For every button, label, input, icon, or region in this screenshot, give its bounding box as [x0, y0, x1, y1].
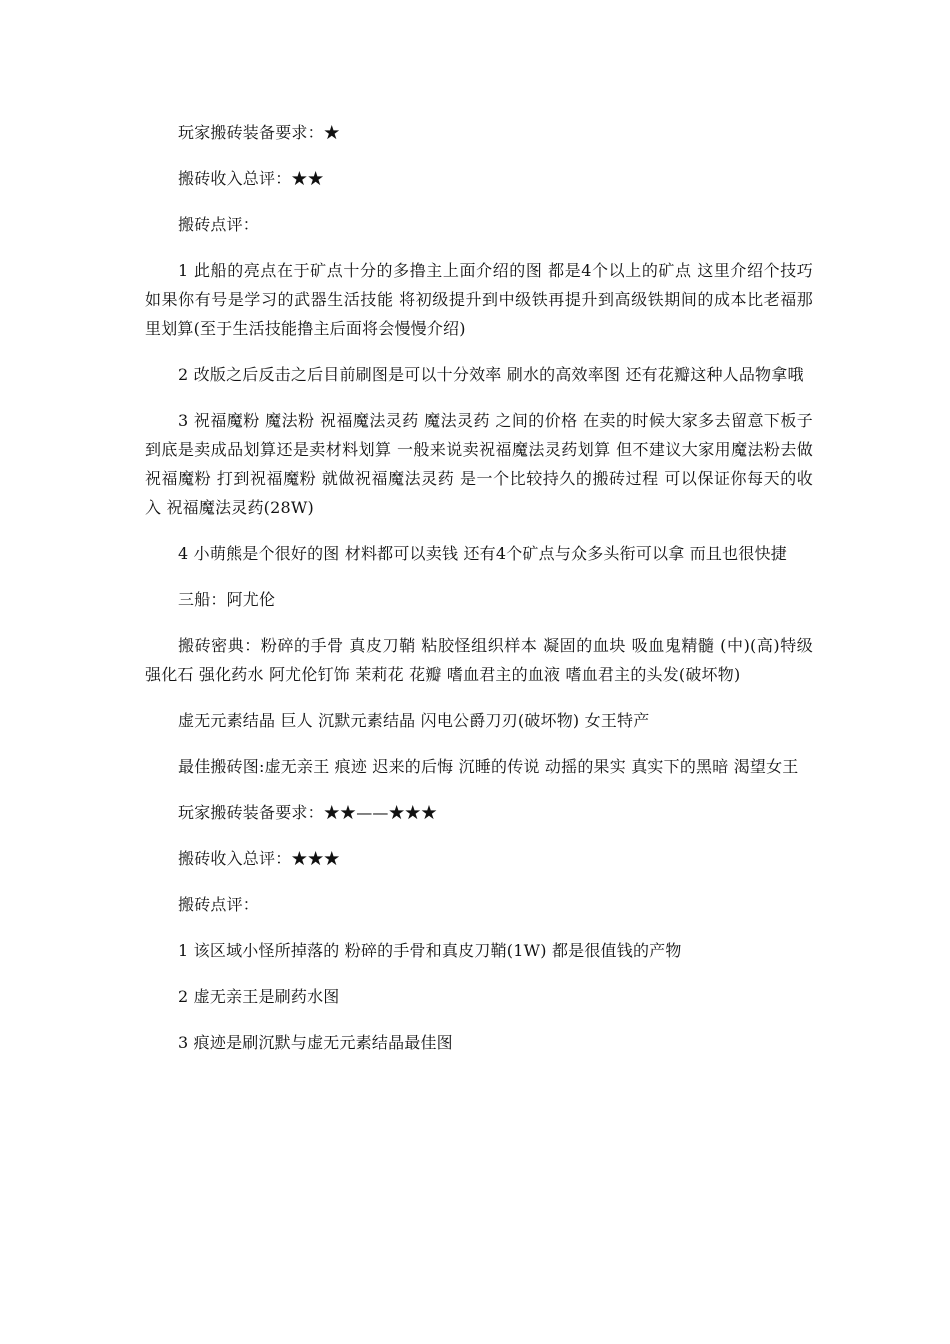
- equipment-requirement-line-2: 玩家搬砖装备要求：★★——★★★: [178, 803, 438, 822]
- best-maps-line: 最佳搬砖图:虚无亲王 痕迹 迟来的后悔 沉睡的传说 动摇的果实 真实下的黑暗 渴望女王: [178, 757, 799, 776]
- review-item-2-2: 2 虚无亲王是刷药水图: [178, 987, 340, 1006]
- equipment-requirement-line: 玩家搬砖装备要求：★: [178, 123, 341, 142]
- farming-items-list-continued: 虚无元素结晶 巨人 沉默元素结晶 闪电公爵刀刃(破坏物) 女王特产: [178, 711, 650, 730]
- review-heading: 搬砖点评：: [178, 215, 260, 234]
- review-item-2-3: 3 痕迹是刷沉默与虚无元素结晶最佳图: [178, 1033, 453, 1052]
- review-item-2-1: 1 该区域小怪所掉落的 粉碎的手骨和真皮刀鞘(1W) 都是很值钱的产物: [178, 941, 682, 960]
- review-item-1: 1 此船的亮点在于矿点十分的多撸主上面介绍的图 都是4个以上的矿点 这里介绍个技巧 如果你有号是学习的武器生活技能 将初级提升到中级铁再提升到高级铁期间的成本比老福那里划算(至于生活技能撸主后面将会慢慢介绍): [145, 261, 813, 338]
- review-item-3: 3 祝福魔粉 魔法粉 祝福魔法灵药 魔法灵药 之间的价格 在卖的时候大家多去留意下板子 到底是卖成品划算还是卖材料划算 一般来说卖祝福魔法灵药划算 但不建议大家用魔法粉去做祝福魔粉 打到祝福魔粉 就做祝福魔法灵药 是一个比较持久的搬砖过程 可以保证你每天的收入 祝福魔法灵药(28W): [145, 411, 813, 517]
- section-heading-ship-3: 三船：阿尤伦: [178, 590, 276, 609]
- income-rating-line-2: 搬砖收入总评：★★★: [178, 849, 341, 868]
- income-rating-line: 搬砖收入总评：★★: [178, 169, 324, 188]
- document-body: [145, 118, 813, 1074]
- review-item-4: 4 小萌熊是个很好的图 材料都可以卖钱 还有4个矿点与众多头衔可以拿 而且也很快捷: [178, 544, 787, 563]
- review-item-2: 2 改版之后反击之后目前刷图是可以十分效率 刷水的高效率图 还有花瓣这种人品物拿哦: [178, 365, 804, 384]
- review-heading-2: 搬砖点评：: [178, 895, 260, 914]
- farming-items-list: 搬砖密典：粉碎的手骨 真皮刀鞘 粘胶怪组织样本 凝固的血块 吸血鬼精髓 (中)(高)特级强化石 强化药水 阿尤伦钉饰 茉莉花 花瓣 嗜血君主的血液 嗜血君主的头发(破坏物): [145, 636, 813, 684]
